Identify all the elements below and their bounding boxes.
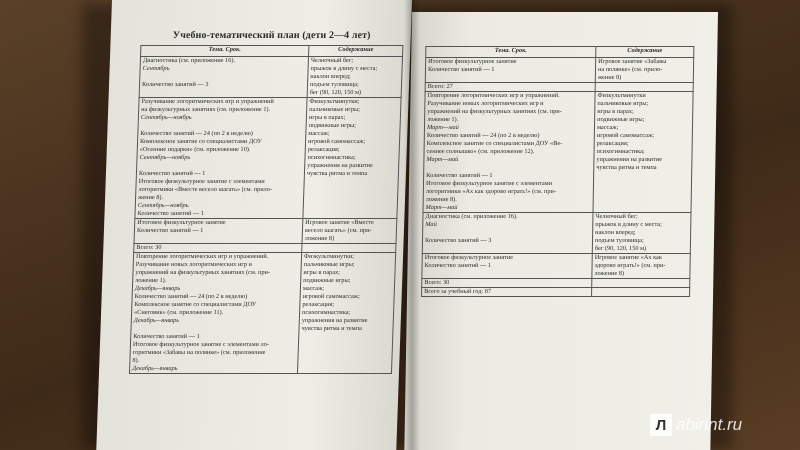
cell-line: Игровое занятие «Забавы (598, 58, 667, 65)
cell-line: чувства ритма и темпа (596, 164, 657, 171)
cell-line: Всего: 30 (424, 279, 450, 286)
cell-line: игровой самомассаж; (596, 132, 655, 139)
cell-line: пальчиковые игры; (597, 100, 649, 107)
cell-line: чувства ритма и темпа (301, 325, 362, 332)
cell-line: Итоговое физкультурное занятие (137, 219, 226, 226)
content-cell (595, 58, 693, 83)
cell-line: бег (90, 120, 150 м) (594, 245, 647, 252)
cell-line: Итоговое физкультурное занятие с элементами ло- (132, 341, 270, 348)
cell-line: ложение 8). (425, 196, 457, 203)
topic-cell (129, 253, 301, 374)
cell-line: на физкультурных занятиях (см. приложение 1). (141, 106, 271, 113)
cell-line: жение 8). (137, 194, 164, 201)
cell-line: сеннее солнышко» (см. приложение 12). (426, 148, 535, 155)
plan-title: Учебно-тематический план (дети 2—4 лет) (172, 30, 371, 41)
table-header-row (141, 46, 403, 57)
topic-cell (425, 58, 595, 83)
content-cell (592, 254, 690, 279)
cell-line: Декабрь—январь (133, 317, 180, 324)
cell-line (140, 122, 303, 130)
cell-line: Всего: 27 (427, 83, 453, 90)
cell-line (598, 83, 691, 91)
book-gutter (404, 0, 420, 450)
cell-line: игры в парах; (597, 108, 634, 115)
table-row (129, 253, 395, 374)
cell-line: Разучивание логоритмических игр и упражнений (141, 98, 274, 105)
topic-cell (135, 98, 307, 219)
topic-cell (422, 254, 592, 279)
header-topic: Тема. Срок. (426, 47, 596, 58)
cell-line: Май (425, 221, 437, 228)
content-cell (303, 98, 401, 219)
cell-line: Итоговое физкультурное занятие (428, 58, 517, 65)
cell-line: Физкультминутки; (303, 253, 355, 260)
cell-line: Комплексное занятие со специалистами ДОУ (134, 301, 257, 308)
cell-line: прыжок в длину с места; (310, 65, 378, 72)
cell-line: упражнений на физкультурных занятиях (см. при- (135, 269, 271, 276)
table-row (425, 83, 693, 92)
cell-line: игровой самомассаж; (302, 293, 361, 300)
cell-line: игры в парах; (308, 114, 346, 121)
cell-line: упражнения на развитие (301, 317, 368, 324)
cell-line: наклон вперед; (595, 229, 636, 236)
cell-line (139, 162, 302, 170)
cell-line: Количество занятий — 24 (по 2 в неделю) (134, 293, 248, 300)
cell-line: игровой самомассаж; (307, 138, 366, 145)
cell-line: Март—май (426, 124, 459, 131)
cell-line: упражнения на развитие (596, 156, 663, 163)
cell-line: Игровое занятие «Ах как (594, 254, 663, 261)
cell-line: ложение 8) (304, 235, 335, 242)
watermark (650, 414, 742, 436)
cell-line (133, 325, 296, 333)
cell-line: Повторение логоритмических игр и упражнений. (427, 92, 560, 99)
topic-cell (134, 244, 302, 253)
cell-line: Разучивание новых логоритмических игр и (427, 100, 544, 107)
table-row (423, 92, 693, 213)
topic-cell (423, 92, 595, 213)
cell-line (594, 288, 687, 296)
cell-line: чувства ритма и темпа (306, 170, 368, 177)
content-cell (593, 92, 693, 213)
topic-cell (139, 57, 308, 98)
cell-line: Итоговое физкультурное занятие (424, 254, 514, 261)
topic-cell (422, 213, 593, 254)
cell-line: Количество занятий — 1 (133, 333, 200, 340)
cell-line: логоритмики «Вместе весело шагать» (см. прило- (138, 186, 273, 193)
cell-line: массаж; (596, 124, 619, 131)
table-row (422, 279, 690, 288)
content-cell (302, 244, 396, 253)
content-cell (302, 219, 397, 244)
cell-line: Комплексное занятие со специалистами ДОУ (139, 138, 262, 145)
cell-line (426, 164, 591, 172)
cell-line: массаж; (302, 285, 325, 292)
cell-line: ложение 8) (594, 270, 625, 277)
cell-line: бег (90, 120, 150 м) (309, 89, 362, 96)
cell-line: прыжок в длину с места; (595, 221, 662, 228)
cell-line: Количество занятий — 1 (137, 210, 205, 217)
table-row (422, 213, 691, 254)
cell-line: Количество занятий — 24 (по 2 в неделю) (426, 132, 540, 139)
cell-line: Итоговое физкультурное занятие с элементами (138, 178, 265, 185)
header-content: Содержание (596, 47, 694, 58)
header-content: Содержание (309, 46, 403, 57)
cell-line: ложение 1). (135, 277, 167, 284)
table-header-row (426, 47, 694, 58)
table-row (139, 57, 402, 98)
cell-line: упражнения на развитие (307, 162, 373, 169)
cell-line: Количество занятий — 3 (141, 81, 209, 88)
table-row (134, 219, 397, 244)
cell-line: жение 8) (597, 74, 622, 81)
table-row (134, 244, 396, 253)
cell-line: релаксация; (302, 301, 335, 308)
table-row (422, 288, 690, 297)
cell-line: Челночный бег; (595, 213, 638, 220)
cell-line: психогимнастика; (596, 148, 645, 155)
cell-line: Март—май (425, 204, 458, 211)
topic-cell (425, 83, 595, 92)
cell-line: Всего: 30 (136, 244, 162, 251)
cell-line: «Осенние подарки» (см. приложение 10). (139, 146, 251, 153)
cell-line: Комплексное занятие со специалистами ДОУ «Ве- (426, 140, 563, 147)
content-cell (592, 288, 690, 297)
cell-line: Повторение логоритмических игр и упражнений. (135, 253, 269, 260)
cell-line: релаксация; (307, 146, 340, 153)
right-plan-table (421, 46, 694, 297)
cell-line (304, 244, 393, 252)
cell-line: Челночный бег; (310, 57, 354, 64)
cell-line: Игровое занятие «Вместе (305, 219, 374, 226)
cell-line (425, 229, 590, 237)
cell-line: на полянке» (см. прило- (597, 66, 663, 73)
cell-line: Количество занятий — 1 (424, 262, 492, 269)
cell-line: Декабрь—январь (132, 365, 178, 372)
left-plan-table (129, 45, 403, 374)
cell-line: Сентябрь—ноябрь (140, 114, 192, 121)
cell-line: Сентябрь (142, 65, 170, 72)
labirint-logo-icon: Л (650, 414, 672, 436)
cell-line: Диагностика (см. приложение 16). (142, 57, 236, 64)
content-cell (592, 213, 691, 254)
cell-line: Физкультминутки; (309, 98, 360, 105)
cell-line: горитмики «Забавы на полянке» (см. приложение (132, 349, 266, 356)
cell-line: Декабрь—январь (134, 285, 181, 292)
content-cell (592, 279, 690, 288)
cell-line: подвижные игры; (308, 122, 357, 129)
cell-line: Сентябрь—ноябрь (137, 202, 189, 209)
header-topic: Тема. Срок. (141, 46, 309, 57)
cell-line: подъем туловища; (309, 81, 359, 88)
cell-line (594, 279, 687, 287)
watermark-text: abirint.ru (676, 415, 743, 434)
cell-line: психогимнастика; (301, 309, 351, 316)
cell-line: игры в парах; (303, 269, 341, 276)
content-cell (595, 83, 693, 92)
cell-line: пальчиковые игры; (309, 106, 361, 113)
cell-line: массаж; (308, 130, 330, 137)
cell-line: пальчиковые игры; (303, 261, 355, 268)
cell-line: Итоговое физкультурное занятие с элементами (425, 180, 553, 187)
cell-line: Количество занятий — 24 (по 2 в неделю) (140, 130, 254, 137)
cell-line: 8). (132, 357, 140, 364)
cell-line: подвижные игры; (303, 277, 351, 284)
cell-line: «Снеговик» (см. приложение 11). (133, 309, 224, 316)
cell-line: подъем туловища; (594, 237, 644, 244)
topic-cell (134, 219, 303, 244)
cell-line: здорово играть!» (см. при- (594, 262, 666, 269)
cell-line: Разучивание новых логоритмических игр и (135, 261, 253, 268)
cell-line: Количество занятий — 1 (427, 66, 495, 73)
topic-cell (422, 279, 592, 288)
cell-line: Март—май (426, 156, 459, 163)
cell-line: Всего за учебный год: 87 (424, 288, 492, 295)
cell-line: подвижные игры; (597, 116, 645, 123)
table-row (425, 58, 693, 83)
cell-line: наклон вперед; (310, 73, 351, 80)
right-page (404, 12, 718, 450)
cell-line: Количество занятий — 1 (426, 172, 493, 179)
cell-line: упражнений на физкультурных занятиях (см. при- (427, 108, 562, 115)
cell-line: Количество занятий — 1 (136, 227, 204, 234)
cell-line: весело шагать» (см. при- (304, 227, 372, 234)
cell-line: Сентябрь—ноябрь (139, 154, 191, 161)
left-page (96, 0, 412, 450)
cell-line: ложение 1). (427, 116, 459, 123)
topic-cell (422, 288, 592, 297)
cell-line: Количество занятий — 3 (424, 237, 492, 244)
cell-line: Количество занятий — 1 (138, 170, 206, 177)
table-row (422, 254, 690, 279)
cell-line: релаксация; (596, 140, 629, 147)
cell-line (142, 73, 305, 81)
content-cell (297, 253, 395, 374)
cell-line: Физкультминутки (597, 92, 646, 99)
cell-line: психогимнастика; (307, 154, 356, 161)
content-cell (307, 57, 402, 98)
cell-line: логоритмики «Ах как здорово играть!» (см. при- (425, 188, 557, 195)
table-row (135, 98, 401, 219)
cell-line: Диагностика (см. приложение 16). (425, 213, 518, 220)
